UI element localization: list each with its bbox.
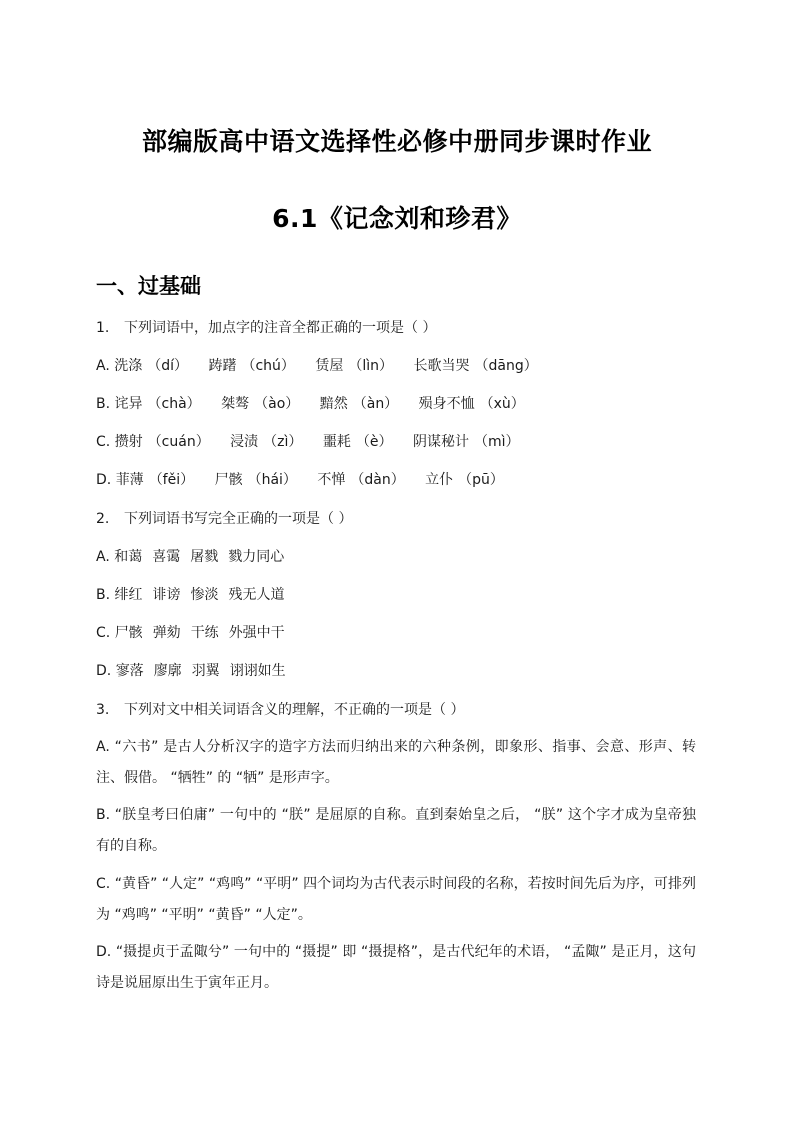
option-item [425,470,504,490]
word: 戮力同心 [228,549,285,565]
option-label: B. [96,807,111,823]
word: 惨淡 [190,587,219,603]
question-1-option-a [96,356,538,376]
word: 和蔼 [114,549,143,565]
pinyin: （cuán） [147,434,210,450]
pinyin: （chú） [241,358,295,374]
word: 诩诩如生 [229,663,286,679]
word: 攒射 [114,434,143,450]
word: 寥落 [115,663,144,679]
question-number: 2. [96,511,110,527]
document-subtitle: 6.1《记念刘和珍君》 [272,204,522,233]
pinyin: （fěi） [148,472,195,488]
question-3-option-c [96,869,696,931]
option-label: D. [96,663,112,679]
word: 菲薄 [115,472,144,488]
question-text: 下列词语书写完全正确的一项是（ ） [124,511,353,527]
question-1-option-c [96,432,519,452]
question-3-option-b [96,800,696,862]
word: 阴谋秘计 [412,434,469,450]
section-heading: 一、过基础 [96,274,201,298]
option-text: “六书” 是古人分析汉字的造字方法而归纳出来的六种条例，即象形、指事、会意、形声、转注、假借。 “牺牲” 的 “牺” 是形声字。 [96,739,696,786]
word: 屠戮 [190,549,219,565]
option-item [315,356,393,376]
option-label: A. [96,739,110,755]
option-text: “黄昏” “人定” “鸡鸣” “平明” 四个词均为古代表示时间段的名称，若按时间先后为序，可排列为 “鸡鸣” “平明” “黄昏” “人定”。 [96,876,696,923]
word: 长歌当哭 [413,358,470,374]
option-item [323,432,393,452]
word: 赁屋 [315,358,344,374]
word: 桀骜 [221,396,250,412]
pinyin: （hái） [247,472,297,488]
word: 浸渍 [230,434,259,450]
option-item [115,394,201,414]
word: 弹劾 [152,625,181,641]
question-text: 下列对文中相关词语含义的理解，不正确的一项是（ ） [124,702,465,718]
word: 羽翼 [191,663,220,679]
word: 残无人道 [228,587,285,603]
word: 诽谤 [152,587,181,603]
word: 外强中干 [228,625,285,641]
option-label: D. [96,472,112,488]
pinyin: （àn） [352,396,399,412]
question-3-stem [96,700,464,720]
word: 黯然 [319,396,348,412]
word: 洗涤 [114,358,143,374]
word: 廖廓 [153,663,182,679]
question-2-option-d [96,661,286,681]
option-item [413,432,520,452]
question-1-option-b [96,394,525,414]
pinyin: （pū） [458,472,504,488]
option-label: B. [96,396,111,412]
pinyin: （ào） [254,396,300,412]
pinyin: （dāng） [474,358,538,374]
question-number: 1. [96,320,110,336]
question-2-option-a [96,547,284,567]
pinyin: （dàn） [350,472,405,488]
document-title: 部编版高中语文选择性必修中册同步课时作业 [141,127,652,156]
option-item [208,356,294,376]
option-item [320,394,398,414]
word: 诧异 [114,396,143,412]
word: 尸骸 [114,625,143,641]
pinyin: （mì） [473,434,520,450]
option-label: A. [96,358,110,374]
option-item [317,470,404,490]
option-item [115,432,210,452]
question-2-stem [96,509,352,529]
pinyin: （zì） [263,434,303,450]
pinyin: （lìn） [348,358,394,374]
option-label: A. [96,549,110,565]
option-label: C. [96,434,111,450]
word: 绯红 [114,587,143,603]
question-3-option-a [96,732,696,794]
question-number: 3. [96,702,110,718]
option-item [419,394,525,414]
option-item [114,356,188,376]
word: 不惮 [317,472,346,488]
word: 立仆 [425,472,454,488]
word: 噩耗 [322,434,351,450]
pinyin: （xù） [479,396,525,412]
pinyin: （chà） [147,396,201,412]
question-1-option-d [96,470,504,490]
question-text: 下列词语中，加点字的注音全都正确的一项是（ ） [124,320,437,336]
question-2-option-c [96,623,285,643]
option-label: B. [96,587,111,603]
word: 喜霭 [152,549,181,565]
option-text: “朕皇考曰伯庸” 一句中的 “朕” 是屈原的自称。直到秦始皇之后， “朕” 这个字才成为皇帝独有的自称。 [96,807,696,854]
word: 干练 [190,625,219,641]
option-text: “摄提贞于孟陬兮” 一句中的 “摄提” 即 “摄提格”，是古代纪年的术语， “孟陬” 是正月，这句诗是说屈原出生于寅年正月。 [96,944,696,991]
question-3-option-d [96,937,696,999]
question-1-stem [96,318,436,338]
option-label: C. [96,625,111,641]
option-label: D. [96,944,112,960]
pinyin: （dí） [147,358,189,374]
word: 殒身不恤 [418,396,475,412]
option-item [413,356,537,376]
word: 踌躇 [208,358,237,374]
pinyin: （è） [355,434,393,450]
question-2-option-b [96,585,285,605]
word: 尸骸 [214,472,243,488]
option-item [221,394,299,414]
option-item [116,470,194,490]
option-item [230,432,302,452]
option-item [215,470,297,490]
option-label: C. [96,876,111,892]
